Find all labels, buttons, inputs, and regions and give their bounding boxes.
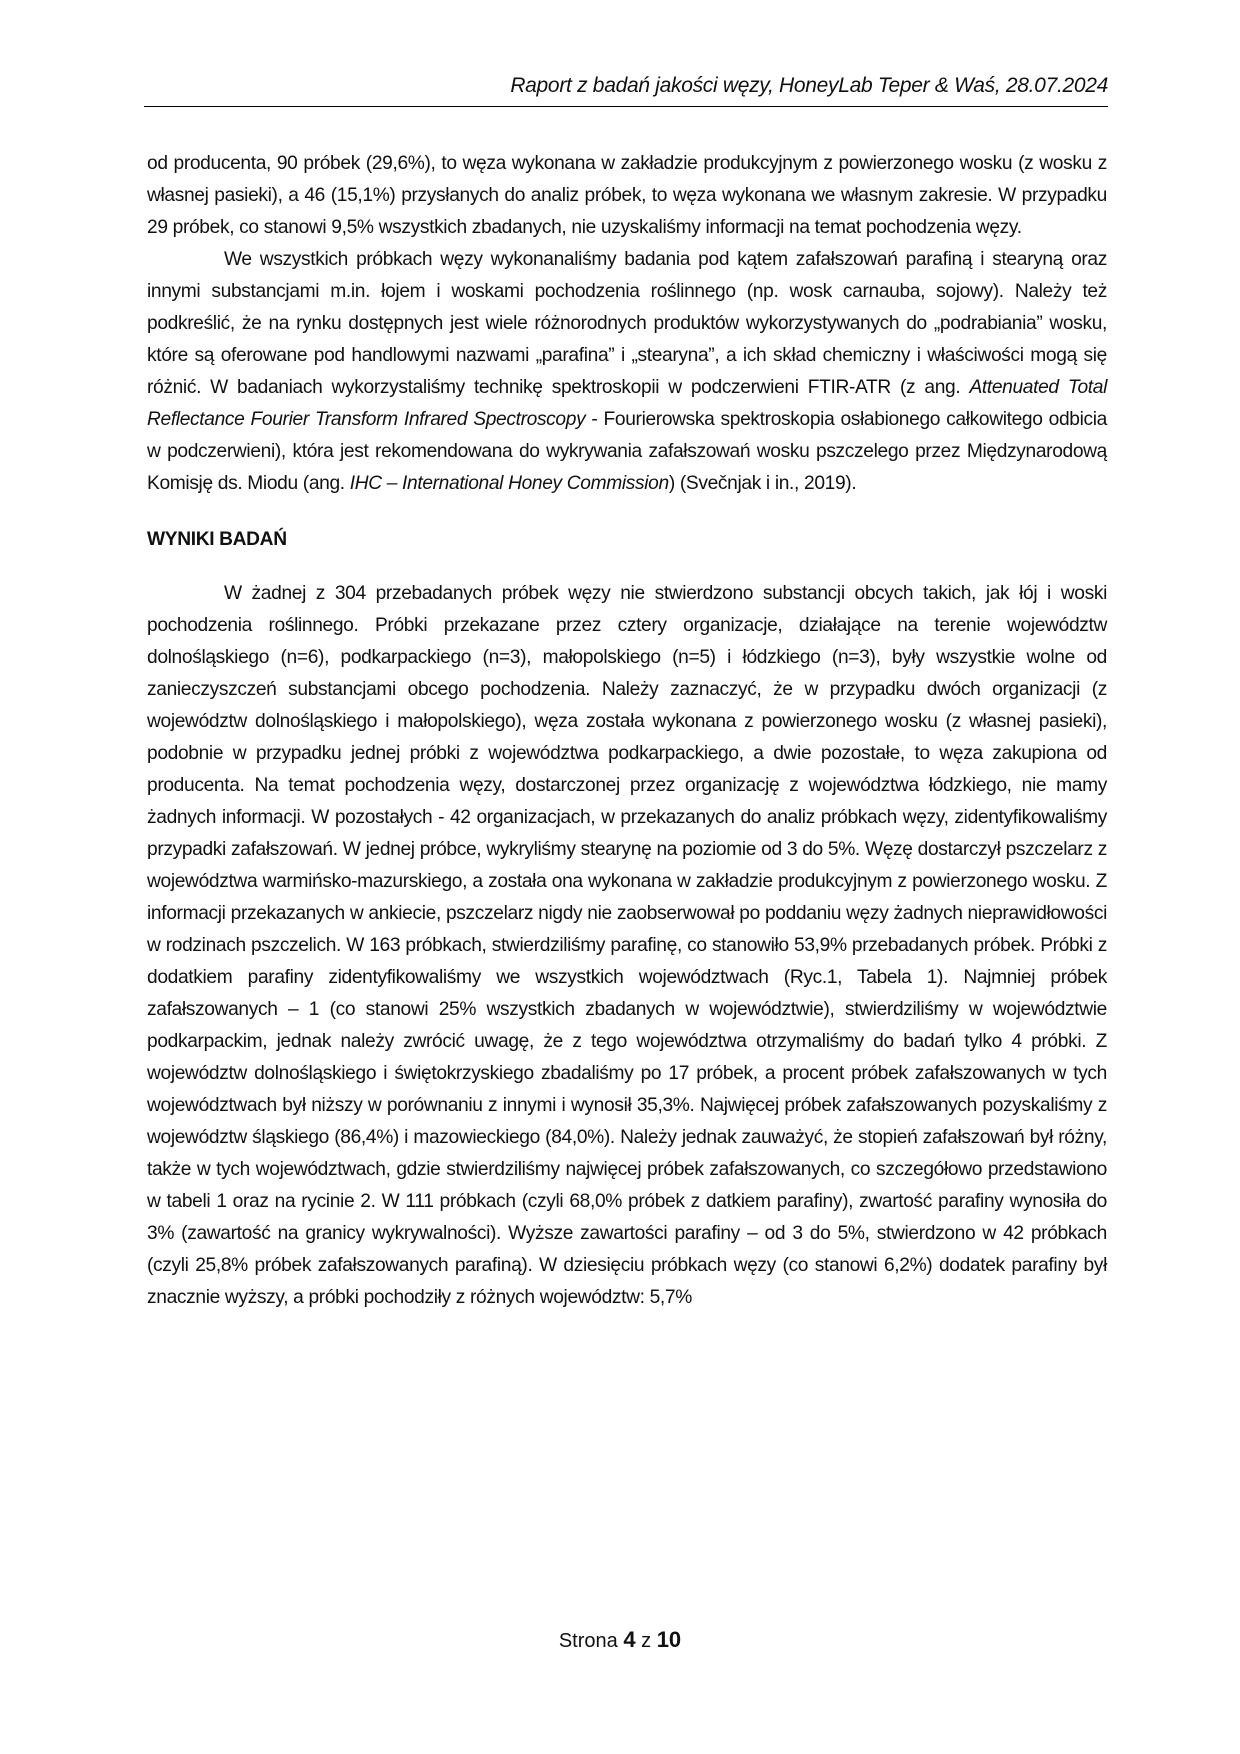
section-heading-results: WYNIKI BADAŃ: [147, 529, 287, 550]
methods-text-1: We wszystkich próbkach węzy wykonanaliśmy badania pod kątem zafałszowań parafiną i stearyną oraz innymi substancjami m.in. łojem i woskami pochodzenia roślinnego (np. wosk carnauba, sojowy). Należy też podkreślić, że na rynku dostępnych jest wiele różnorodnych produktów wykorzystywanych do „podrabiania” wosku, które są oferowane pod handlowymi nazwami „parafina” i „stearyna”, a ich skład chemiczny i właściwości mogą się różnić. W badaniach wykorzystaliśmy technikę spektroskopii w podczerwieni FTIR-ATR (z ang.: [147, 249, 1107, 398]
paragraph-sample-origin: od producenta, 90 próbek (29,6%), to węza wykonana w zakładzie produkcyjnym z powierzonego wosku (z wosku z własnej pasieki), a 46 (15,1%) przysłanych do analiz próbek, to węza wykonana we własnym zakresie. W przypadku 29 próbek, co stanowi 9,5% wszystkich zbadanych, nie uzyskaliśmy informacji na temat pochodzenia węzy.: [147, 153, 1107, 238]
page-current: 4: [623, 1627, 636, 1652]
document-body: [147, 148, 1107, 1314]
methods-text-2: - Fourierowska spektroskopia osłabionego całkowitego odbicia w podczerwieni), która jest rekomendowana do wykrywania zafałszowań wosku pszczelego przez Międzynarodową Komisję ds. Miodu (ang.: [147, 409, 1108, 494]
page-total: 10: [656, 1627, 682, 1652]
methods-citation: ) (Svečnjak i in., 2019).: [668, 473, 857, 494]
ftir-atr-term: Attenuated Total Reflectance Fourier Transform Infrared Spectroscopy: [147, 377, 1107, 430]
page-separator: z: [635, 1630, 657, 1652]
page-number: [0, 1627, 1240, 1653]
running-header: Raport z badań jakości węzy, HoneyLab Teper & Waś, 28.07.2024: [510, 74, 1108, 97]
paragraph-methods: [147, 244, 1107, 500]
page-prefix: Strona: [558, 1630, 624, 1652]
header-divider: [144, 106, 1108, 107]
ihc-term: IHC – International Honey Commission: [349, 473, 669, 494]
paragraph-results: W żadnej z 304 przebadanych próbek węzy nie stwierdzono substancji obcych takich, jak łój i woski pochodzenia roślinnego. Próbki przekazane przez cztery organizacje, działające na terenie województw dolnośląskiego (n=6), podkarpackiego (n=3), małopolskiego (n=5) i łódzkiego (n=3), były wszystkie wolne od zanieczyszczeń substancjami obcego pochodzenia. Należy zaznaczyć, że w przypadku dwóch organizacji (z województw dolnośląskiego i małopolskiego), węza została wykonana z powierzonego wosku (z własnej pasieki), podobnie w przypadku jednej próbki z województwa podkarpackiego, a dwie pozostałe, to węza zakupiona od producenta. Na temat pochodzenia węzy, dostarczonej przez organizację z województwa łódzkiego, nie mamy żadnych informacji. W pozostałych - 42 organizacjach, w przekazanych do analiz próbkach węzy, zidentyfikowaliśmy przypadki zafałszowań. W jednej próbce, wykryliśmy stearynę na poziomie od 3 do 5%. Węzę dostarczył pszczelarz z województwa warmińsko-mazurskiego, a została ona wykonana w zakładzie produkcyjnym z powierzonego wosku. Z informacji przekazanych w ankiecie, pszczelarz nigdy nie zaobserwował po poddaniu węzy żadnych nieprawidłowości w rodzinach pszczelich. W 163 próbkach, stwierdziliśmy parafinę, co stanowiło 53,9% przebadanych próbek. Próbki z dodatkiem parafiny zidentyfikowaliśmy we wszystkich województwach (Ryc.1, Tabela 1). Najmniej próbek zafałszowanych – 1 (co stanowi 25% wszystkich zbadanych w województwie), stwierdziliśmy w województwie podkarpackim, jednak należy zwrócić uwagę, że z tego województwa otrzymaliśmy do badań tylko 4 próbki. Z województw dolnośląskiego i świętokrzyskiego zbadaliśmy po 17 próbek, a procent próbek zafałszowanych w tych województwach był niższy w porównaniu z innymi i wynosił 35,3%. Najwięcej próbek zafałszowanych pozyskaliśmy z województw śląskiego (86,4%) i mazowieckiego (84,0%). Należy jednak zauważyć, że stopień zafałszowań był różny, także w tych województwach, gdzie stwierdziliśmy najwięcej próbek zafałszowanych, co szczegółowo przedstawiono w tabeli 1 oraz na rycinie 2. W 111 próbkach (czyli 68,0% próbek z datkiem parafiny), zwartość parafiny wynosiła do 3% (zawartość na granicy wykrywalności). Wyższe zawartości parafiny – od 3 do 5%, stwierdzono w 42 próbkach (czyli 25,8% próbek zafałszowanych parafiną). W dziesięciu próbkach węzy (co stanowi 6,2%) dodatek parafiny był znacznie wyższy, a próbki pochodziły z różnych województw: 5,7%: [147, 583, 1107, 1308]
